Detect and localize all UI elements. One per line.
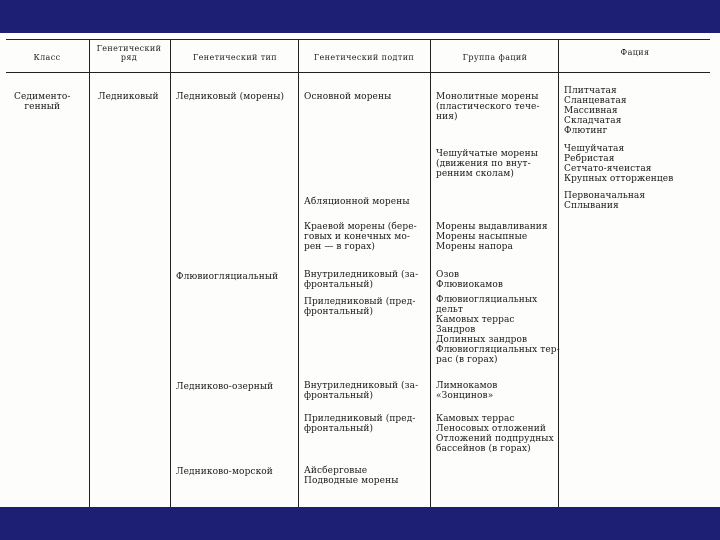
col-divider-3 [298, 39, 299, 507]
podtip-cell-1: Основной морены [304, 92, 392, 102]
tip-cell-3: Ледниково-озерный [176, 382, 274, 392]
tip-cell-4: Ледниково-морской [176, 467, 273, 477]
header-gen-podtip: Генетический подтип [313, 53, 415, 62]
scanned-table-page [0, 33, 720, 507]
gruppa-cell-6: Лимнокамов «Зонцинов» [436, 381, 498, 401]
header-gruppa-fatsiy: Группа фаций [462, 53, 528, 62]
gruppa-cell-2: Чешуйчатые морены (движения по внут- ренним сколам) [436, 149, 538, 179]
header-klass: Класс [33, 53, 61, 62]
gruppa-cell-1: Монолитные морены (пластического тече- ния) [436, 92, 540, 122]
podtip-cell-4: Внутриледниковый (за- фронтальный) [304, 270, 419, 290]
col-divider-1 [89, 39, 90, 507]
podtip-cell-2: Абляционной морены [304, 197, 410, 207]
podtip-cell-3: Краевой морены (бере- говых и конечных мо- рен — в горах) [304, 222, 417, 252]
tip-cell-2: Флювиогляциальный [176, 272, 279, 282]
podtip-cell-6: Внутриледниковый (за- фронтальный) [304, 381, 419, 401]
fatsiya-cell-3: Первоначальная Сплывания [564, 191, 646, 211]
tip-cell-1: Ледниковый (морены) [176, 92, 285, 102]
gruppa-cell-3: Морены выдавливания Морены насыпные Морены напора [436, 222, 548, 252]
ryad-cell: Ледниковый [98, 92, 159, 102]
klass-cell: Седименто- генный [14, 92, 71, 112]
podtip-cell-5: Приледниковый (пред- фронтальный) [304, 297, 416, 317]
gruppa-cell-7: Камовых террас Леносовых отложений Отложений подпрудных бассейнов (в горах) [436, 414, 554, 454]
fatsiya-cell-2: Чешуйчатая Ребристая Сетчато-ячеистая Крупных отторженцев [564, 144, 674, 184]
col-divider-2 [170, 39, 171, 507]
top-band [0, 0, 720, 33]
podtip-cell-7: Приледниковый (пред- фронтальный) [304, 414, 416, 434]
podtip-cell-8: Айсберговые Подводные морены [304, 466, 399, 486]
header-gen-ryad: Генетический ряд [96, 44, 162, 62]
gruppa-cell-4: Озов Флювиокамов [436, 270, 504, 290]
col-divider-5 [558, 39, 559, 507]
gruppa-cell-5: Флювиогляциальных дельт Камовых террас Зандров Долинных зандров Флювиогляциальных тер- рас (в горах) [436, 295, 560, 365]
header-gen-tip: Генетический тип [192, 53, 278, 62]
header-fatsiya: Фация [620, 48, 650, 57]
header-top-rule [6, 39, 710, 40]
col-divider-4 [430, 39, 431, 507]
fatsiya-cell-1: Плитчатая Сланцеватая Массивная Складчатая Флютинг [564, 86, 627, 136]
bottom-band [0, 507, 720, 540]
header-bottom-rule [6, 72, 710, 73]
